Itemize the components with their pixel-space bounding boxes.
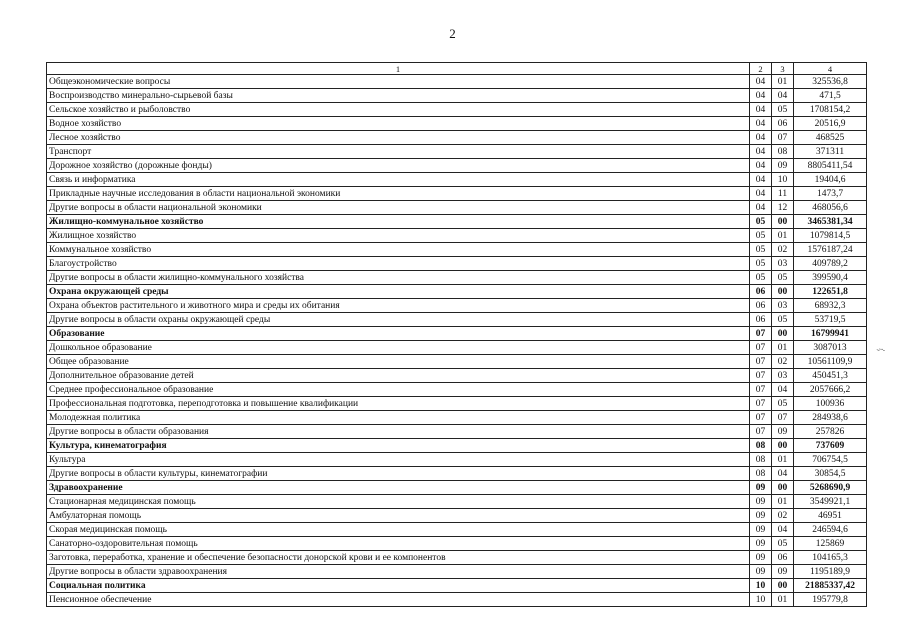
table-row	[47, 229, 867, 243]
row-name-cell: Культура, кинематография	[47, 439, 750, 453]
row-amount-cell: 21885337,42	[794, 579, 867, 593]
row-name-cell: Охрана объектов растительного и животного мира и среды их обитания	[47, 299, 750, 313]
row-name-cell: Дополнительное образование детей	[47, 369, 750, 383]
table-row	[47, 341, 867, 355]
table-row	[47, 173, 867, 187]
row-amount-cell: 68932,3	[794, 299, 867, 313]
row-amount-cell: 3465381,34	[794, 215, 867, 229]
row-amount-cell: 1079814,5	[794, 229, 867, 243]
row-amount-cell: 371311	[794, 145, 867, 159]
table-row	[47, 159, 867, 173]
row-name-cell: Другие вопросы в области национальной экономики	[47, 201, 750, 215]
row-name-cell: Другие вопросы в области охраны окружающей среды	[47, 313, 750, 327]
row-name-cell: Прикладные научные исследования в области национальной экономики	[47, 187, 750, 201]
table-row	[47, 467, 867, 481]
row-subsection-cell: 07	[772, 411, 794, 425]
row-subsection-cell: 07	[772, 131, 794, 145]
row-amount-cell: 1576187,24	[794, 243, 867, 257]
row-section-cell: 09	[750, 523, 772, 537]
table-row	[47, 453, 867, 467]
row-section-cell: 04	[750, 131, 772, 145]
table-row	[47, 327, 867, 341]
row-subsection-cell: 00	[772, 439, 794, 453]
row-section-cell: 04	[750, 89, 772, 103]
row-subsection-cell: 05	[772, 313, 794, 327]
row-section-cell: 06	[750, 313, 772, 327]
row-subsection-cell: 09	[772, 159, 794, 173]
row-amount-cell: 195779,8	[794, 593, 867, 607]
row-name-cell: Культура	[47, 453, 750, 467]
row-amount-cell: 2057666,2	[794, 383, 867, 397]
row-name-cell: Заготовка, переработка, хранение и обеспечение безопасности донорской крови и ее компонентов	[47, 551, 750, 565]
row-amount-cell: 46951	[794, 509, 867, 523]
row-name-cell: Социальная политика	[47, 579, 750, 593]
row-amount-cell: 706754,5	[794, 453, 867, 467]
row-section-cell: 04	[750, 159, 772, 173]
row-name-cell: Молодежная политика	[47, 411, 750, 425]
row-amount-cell: 737609	[794, 439, 867, 453]
row-subsection-cell: 06	[772, 117, 794, 131]
budget-table	[46, 62, 867, 607]
table-row	[47, 397, 867, 411]
row-name-cell: Воспроизводство минерально-сырьевой базы	[47, 89, 750, 103]
row-section-cell: 04	[750, 75, 772, 89]
row-section-cell: 09	[750, 509, 772, 523]
row-name-cell: Транспорт	[47, 145, 750, 159]
row-section-cell: 04	[750, 117, 772, 131]
header-col-3: 3	[772, 63, 794, 75]
table-row	[47, 579, 867, 593]
row-subsection-cell: 01	[772, 593, 794, 607]
table-row	[47, 523, 867, 537]
row-section-cell: 05	[750, 271, 772, 285]
row-section-cell: 09	[750, 537, 772, 551]
row-amount-cell: 3087013	[794, 341, 867, 355]
table-header-row	[47, 63, 867, 75]
row-name-cell: Амбулаторная помощь	[47, 509, 750, 523]
row-amount-cell: 468525	[794, 131, 867, 145]
row-subsection-cell: 05	[772, 397, 794, 411]
page-number: 2	[449, 26, 456, 41]
row-name-cell: Стационарная медицинская помощь	[47, 495, 750, 509]
table-row	[47, 145, 867, 159]
row-section-cell: 10	[750, 593, 772, 607]
row-subsection-cell: 05	[772, 271, 794, 285]
row-name-cell: Дорожное хозяйство (дорожные фонды)	[47, 159, 750, 173]
row-subsection-cell: 01	[772, 229, 794, 243]
row-subsection-cell: 03	[772, 257, 794, 271]
table-row	[47, 117, 867, 131]
row-amount-cell: 125869	[794, 537, 867, 551]
table-row	[47, 271, 867, 285]
row-name-cell: Здравоохранение	[47, 481, 750, 495]
row-subsection-cell: 00	[772, 481, 794, 495]
row-subsection-cell: 02	[772, 243, 794, 257]
row-subsection-cell: 08	[772, 145, 794, 159]
row-amount-cell: 450451,3	[794, 369, 867, 383]
row-name-cell: Благоустройство	[47, 257, 750, 271]
row-amount-cell: 468056,6	[794, 201, 867, 215]
row-amount-cell: 1708154,2	[794, 103, 867, 117]
table-row	[47, 75, 867, 89]
header-col-2: 2	[750, 63, 772, 75]
row-amount-cell: 257826	[794, 425, 867, 439]
row-name-cell: Жилищное хозяйство	[47, 229, 750, 243]
table-row	[47, 313, 867, 327]
row-section-cell: 04	[750, 145, 772, 159]
row-name-cell: Другие вопросы в области жилищно-коммунального хозяйства	[47, 271, 750, 285]
row-name-cell: Другие вопросы в области образования	[47, 425, 750, 439]
table-row	[47, 481, 867, 495]
row-subsection-cell: 06	[772, 551, 794, 565]
row-name-cell: Другие вопросы в области здравоохранения	[47, 565, 750, 579]
row-name-cell: Скорая медицинская помощь	[47, 523, 750, 537]
row-amount-cell: 8805411,54	[794, 159, 867, 173]
row-amount-cell: 471,5	[794, 89, 867, 103]
row-section-cell: 07	[750, 355, 772, 369]
row-amount-cell: 399590,4	[794, 271, 867, 285]
row-name-cell: Связь и информатика	[47, 173, 750, 187]
row-amount-cell: 20516,9	[794, 117, 867, 131]
table-row	[47, 565, 867, 579]
row-name-cell: Санаторно-оздоровительная помощь	[47, 537, 750, 551]
row-amount-cell: 3549921,1	[794, 495, 867, 509]
row-subsection-cell: 09	[772, 425, 794, 439]
header-col-4: 4	[794, 63, 867, 75]
row-section-cell: 09	[750, 481, 772, 495]
row-section-cell: 05	[750, 229, 772, 243]
table-row	[47, 383, 867, 397]
row-subsection-cell: 04	[772, 89, 794, 103]
row-name-cell: Общеэкономические вопросы	[47, 75, 750, 89]
row-amount-cell: 10561109,9	[794, 355, 867, 369]
row-amount-cell: 30854,5	[794, 467, 867, 481]
row-name-cell: Дошкольное образование	[47, 341, 750, 355]
table-row	[47, 215, 867, 229]
row-amount-cell: 246594,6	[794, 523, 867, 537]
table-row	[47, 187, 867, 201]
row-name-cell: Водное хозяйство	[47, 117, 750, 131]
row-amount-cell: 53719,5	[794, 313, 867, 327]
table-row	[47, 201, 867, 215]
table-row	[47, 369, 867, 383]
row-section-cell: 07	[750, 383, 772, 397]
row-section-cell: 04	[750, 173, 772, 187]
row-section-cell: 04	[750, 201, 772, 215]
row-subsection-cell: 05	[772, 537, 794, 551]
table-row	[47, 103, 867, 117]
row-amount-cell: 409789,2	[794, 257, 867, 271]
table-row	[47, 257, 867, 271]
row-amount-cell: 325536,8	[794, 75, 867, 89]
table-row	[47, 551, 867, 565]
row-name-cell: Коммунальное хозяйство	[47, 243, 750, 257]
row-subsection-cell: 00	[772, 579, 794, 593]
row-subsection-cell: 01	[772, 453, 794, 467]
row-subsection-cell: 12	[772, 201, 794, 215]
row-amount-cell: 284938,6	[794, 411, 867, 425]
row-section-cell: 08	[750, 439, 772, 453]
row-section-cell: 07	[750, 341, 772, 355]
row-subsection-cell: 00	[772, 327, 794, 341]
row-section-cell: 06	[750, 285, 772, 299]
row-section-cell: 06	[750, 299, 772, 313]
row-subsection-cell: 01	[772, 495, 794, 509]
row-section-cell: 07	[750, 397, 772, 411]
row-subsection-cell: 04	[772, 523, 794, 537]
row-section-cell: 07	[750, 327, 772, 341]
row-section-cell: 09	[750, 551, 772, 565]
row-amount-cell: 104165,3	[794, 551, 867, 565]
row-amount-cell: 122651,8	[794, 285, 867, 299]
row-subsection-cell: 01	[772, 75, 794, 89]
row-section-cell: 05	[750, 215, 772, 229]
table-row	[47, 509, 867, 523]
table-row	[47, 131, 867, 145]
row-subsection-cell: 11	[772, 187, 794, 201]
row-subsection-cell: 04	[772, 383, 794, 397]
row-section-cell: 08	[750, 467, 772, 481]
table-row	[47, 495, 867, 509]
row-name-cell: Образование	[47, 327, 750, 341]
table-row	[47, 439, 867, 453]
table-row	[47, 243, 867, 257]
row-subsection-cell: 02	[772, 509, 794, 523]
header-col-1: 1	[47, 63, 750, 75]
row-subsection-cell: 02	[772, 355, 794, 369]
row-section-cell: 04	[750, 187, 772, 201]
table-row	[47, 411, 867, 425]
row-subsection-cell: 03	[772, 299, 794, 313]
row-subsection-cell: 00	[772, 215, 794, 229]
row-section-cell: 05	[750, 257, 772, 271]
margin-scan-mark: ·-~·-	[876, 346, 885, 354]
row-name-cell: Среднее профессиональное образование	[47, 383, 750, 397]
row-subsection-cell: 04	[772, 467, 794, 481]
row-name-cell: Профессиональная подготовка, переподготовка и повышение квалификации	[47, 397, 750, 411]
row-section-cell: 10	[750, 579, 772, 593]
table-row	[47, 89, 867, 103]
budget-table-body	[47, 63, 867, 607]
table-row	[47, 593, 867, 607]
row-section-cell: 09	[750, 565, 772, 579]
row-section-cell: 07	[750, 369, 772, 383]
row-amount-cell: 19404,6	[794, 173, 867, 187]
table-row	[47, 285, 867, 299]
row-name-cell: Охрана окружающей среды	[47, 285, 750, 299]
row-section-cell: 04	[750, 103, 772, 117]
table-row	[47, 299, 867, 313]
row-subsection-cell: 10	[772, 173, 794, 187]
row-amount-cell: 1195189,9	[794, 565, 867, 579]
row-amount-cell: 1473,7	[794, 187, 867, 201]
table-row	[47, 355, 867, 369]
table-row	[47, 425, 867, 439]
row-subsection-cell: 03	[772, 369, 794, 383]
row-amount-cell: 5268690,9	[794, 481, 867, 495]
row-section-cell: 07	[750, 411, 772, 425]
row-subsection-cell: 09	[772, 565, 794, 579]
row-name-cell: Сельское хозяйство и рыболовство	[47, 103, 750, 117]
row-subsection-cell: 01	[772, 341, 794, 355]
row-subsection-cell: 05	[772, 103, 794, 117]
row-section-cell: 07	[750, 425, 772, 439]
row-name-cell: Общее образование	[47, 355, 750, 369]
row-name-cell: Другие вопросы в области культуры, кинематографии	[47, 467, 750, 481]
row-name-cell: Пенсионное обеспечение	[47, 593, 750, 607]
row-subsection-cell: 00	[772, 285, 794, 299]
table-row	[47, 537, 867, 551]
row-name-cell: Жилищно-коммунальное хозяйство	[47, 215, 750, 229]
row-amount-cell: 16799941	[794, 327, 867, 341]
row-amount-cell: 100936	[794, 397, 867, 411]
row-name-cell: Лесное хозяйство	[47, 131, 750, 145]
row-section-cell: 05	[750, 243, 772, 257]
row-section-cell: 09	[750, 495, 772, 509]
row-section-cell: 08	[750, 453, 772, 467]
